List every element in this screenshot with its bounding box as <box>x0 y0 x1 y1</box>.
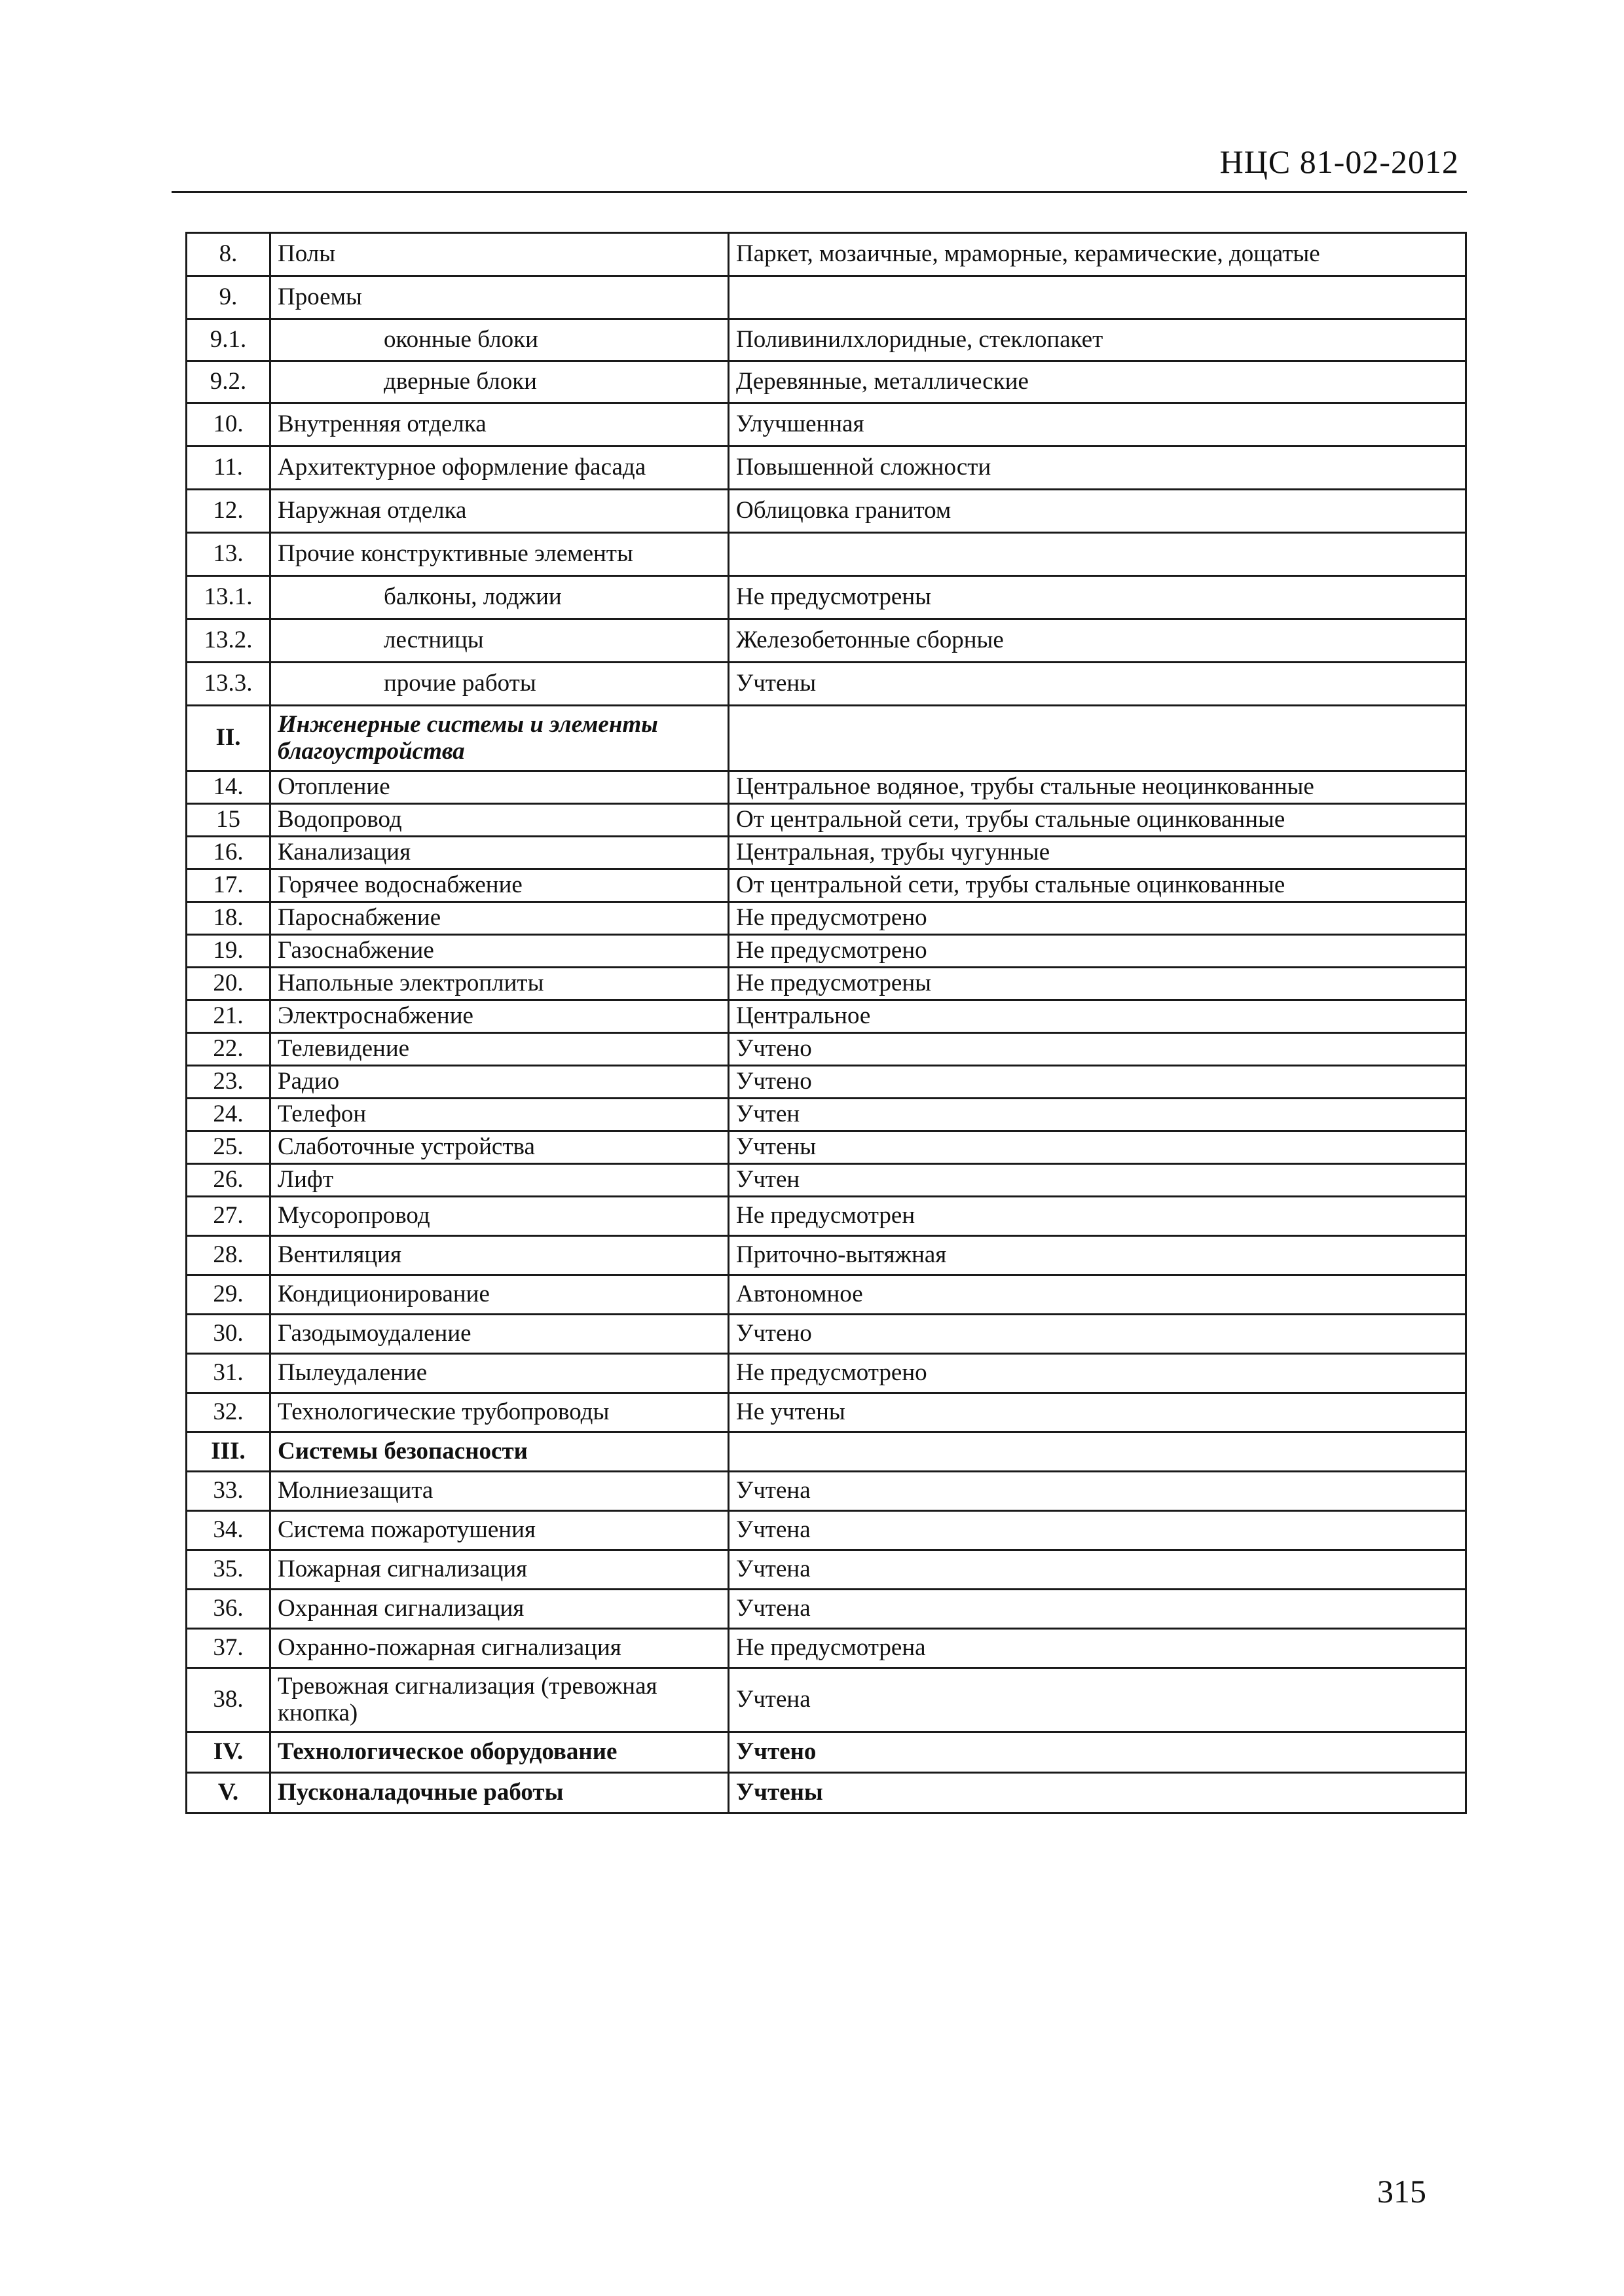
table-row <box>187 619 1466 663</box>
element-name: Тревожная сигнализация (тревожная кнопка) <box>270 1668 729 1732</box>
table-row <box>187 446 1466 490</box>
row-number: 16. <box>187 837 270 869</box>
table-row <box>187 533 1466 576</box>
row-number: 10. <box>187 403 270 446</box>
element-description: Деревянные, металлические <box>729 361 1466 403</box>
element-name: Охранная сигнализация <box>270 1590 729 1629</box>
row-number: 17. <box>187 869 270 902</box>
element-description: Учтено <box>729 1066 1466 1099</box>
row-number: 9.1. <box>187 319 270 361</box>
table-row <box>187 1197 1466 1236</box>
element-name: Телефон <box>270 1099 729 1131</box>
row-number: 34. <box>187 1511 270 1550</box>
element-name: Охранно-пожарная сигнализация <box>270 1629 729 1668</box>
element-description: Учтено <box>729 1315 1466 1354</box>
element-name: балконы, лоджии <box>270 576 729 619</box>
header-divider <box>172 191 1467 193</box>
element-name: Молниезащита <box>270 1472 729 1511</box>
table-row <box>187 1550 1466 1590</box>
row-number: 13.3. <box>187 663 270 706</box>
element-description: Не предусмотрено <box>729 935 1466 968</box>
row-number: 31. <box>187 1354 270 1393</box>
table-row <box>187 1275 1466 1315</box>
row-number: 36. <box>187 1590 270 1629</box>
element-description: Центральное <box>729 1000 1466 1033</box>
row-number: 13.1. <box>187 576 270 619</box>
table-row <box>187 1131 1466 1164</box>
element-name: Телевидение <box>270 1033 729 1066</box>
element-description <box>729 1432 1466 1472</box>
element-name: Водопровод <box>270 804 729 837</box>
element-description: Не учтены <box>729 1393 1466 1432</box>
element-name: прочие работы <box>270 663 729 706</box>
element-description: Учтено <box>729 1033 1466 1066</box>
element-name: Пусконаладочные работы <box>270 1773 729 1813</box>
element-name: Архитектурное оформление фасада <box>270 446 729 490</box>
table-row <box>187 706 1466 771</box>
table-row <box>187 276 1466 319</box>
element-name: Прочие конструктивные элементы <box>270 533 729 576</box>
element-description: Центральная, трубы чугунные <box>729 837 1466 869</box>
element-name: оконные блоки <box>270 319 729 361</box>
row-number: III. <box>187 1432 270 1472</box>
element-name: Проемы <box>270 276 729 319</box>
table-row <box>187 1393 1466 1432</box>
element-description: Железобетонные сборные <box>729 619 1466 663</box>
element-description: Не предусмотрен <box>729 1197 1466 1236</box>
row-number: 13. <box>187 533 270 576</box>
page-number: 315 <box>1377 2173 1426 2210</box>
element-name: Газодымоудаление <box>270 1315 729 1354</box>
row-number: 35. <box>187 1550 270 1590</box>
table-row <box>187 968 1466 1000</box>
element-name: Пылеудаление <box>270 1354 729 1393</box>
document-code: НЦС 81-02-2012 <box>1219 143 1459 180</box>
element-description: Поливинилхлоридные, стеклопакет <box>729 319 1466 361</box>
row-number: 30. <box>187 1315 270 1354</box>
row-number: 24. <box>187 1099 270 1131</box>
element-description <box>729 276 1466 319</box>
row-number: 29. <box>187 1275 270 1315</box>
row-number: 14. <box>187 771 270 804</box>
element-description: От центральной сети, трубы стальные оцинкованные <box>729 869 1466 902</box>
table-row <box>187 1033 1466 1066</box>
element-name: Технологическое оборудование <box>270 1732 729 1773</box>
row-number: 22. <box>187 1033 270 1066</box>
element-description: Учтена <box>729 1550 1466 1590</box>
element-description: Учтены <box>729 1773 1466 1813</box>
element-description: Учтена <box>729 1472 1466 1511</box>
element-description: Улучшенная <box>729 403 1466 446</box>
table-row <box>187 576 1466 619</box>
element-name: Горячее водоснабжение <box>270 869 729 902</box>
table-row <box>187 1472 1466 1511</box>
element-name: Система пожаротушения <box>270 1511 729 1550</box>
element-name: Технологические трубопроводы <box>270 1393 729 1432</box>
row-number: 9. <box>187 276 270 319</box>
table-row <box>187 1668 1466 1732</box>
element-description: Автономное <box>729 1275 1466 1315</box>
element-name: Вентиляция <box>270 1236 729 1275</box>
element-description <box>729 533 1466 576</box>
element-name: Газоснабжение <box>270 935 729 968</box>
table-row <box>187 1099 1466 1131</box>
table-row <box>187 319 1466 361</box>
row-number: IV. <box>187 1732 270 1773</box>
element-description: Не предусмотрено <box>729 902 1466 935</box>
element-name: Внутренняя отделка <box>270 403 729 446</box>
element-name: Отопление <box>270 771 729 804</box>
element-name: Лифт <box>270 1164 729 1197</box>
row-number: 38. <box>187 1668 270 1732</box>
element-name: Канализация <box>270 837 729 869</box>
row-number: 21. <box>187 1000 270 1033</box>
row-number: 32. <box>187 1393 270 1432</box>
row-number: 13.2. <box>187 619 270 663</box>
element-name: дверные блоки <box>270 361 729 403</box>
table-row <box>187 837 1466 869</box>
element-name: Напольные электроплиты <box>270 968 729 1000</box>
element-description: Учтены <box>729 663 1466 706</box>
table-row <box>187 403 1466 446</box>
table-row <box>187 1773 1466 1813</box>
element-name: Слаботочные устройства <box>270 1131 729 1164</box>
table-row <box>187 902 1466 935</box>
row-number: 9.2. <box>187 361 270 403</box>
element-description: Центральное водяное, трубы стальные неоцинкованные <box>729 771 1466 804</box>
element-description: Учтены <box>729 1131 1466 1164</box>
element-description: Учтена <box>729 1668 1466 1732</box>
element-name: Мусоропровод <box>270 1197 729 1236</box>
element-description: Учтено <box>729 1732 1466 1773</box>
element-description: Приточно-вытяжная <box>729 1236 1466 1275</box>
element-description: Паркет, мозаичные, мраморные, керамические, дощатые <box>729 233 1466 276</box>
element-name: Радио <box>270 1066 729 1099</box>
element-description: Не предусмотрено <box>729 1354 1466 1393</box>
element-name: Пароснабжение <box>270 902 729 935</box>
row-number: 8. <box>187 233 270 276</box>
row-number: 26. <box>187 1164 270 1197</box>
table-row <box>187 804 1466 837</box>
row-number: II. <box>187 706 270 771</box>
table-row <box>187 1629 1466 1668</box>
table-row <box>187 1236 1466 1275</box>
element-description <box>729 706 1466 771</box>
element-description: Облицовка гранитом <box>729 490 1466 533</box>
row-number: 33. <box>187 1472 270 1511</box>
table-row <box>187 1732 1466 1773</box>
specification-table <box>185 232 1467 1814</box>
row-number: 18. <box>187 902 270 935</box>
table-row <box>187 1066 1466 1099</box>
table-row <box>187 361 1466 403</box>
element-description: Учтен <box>729 1099 1466 1131</box>
row-number: 25. <box>187 1131 270 1164</box>
table-row <box>187 1000 1466 1033</box>
table-row <box>187 869 1466 902</box>
row-number: 15 <box>187 804 270 837</box>
specification-table-body <box>187 233 1466 1813</box>
table-row <box>187 935 1466 968</box>
table-row <box>187 1432 1466 1472</box>
row-number: V. <box>187 1773 270 1813</box>
element-description: Учтена <box>729 1511 1466 1550</box>
table-row <box>187 1354 1466 1393</box>
element-name: лестницы <box>270 619 729 663</box>
row-number: 28. <box>187 1236 270 1275</box>
element-name: Электроснабжение <box>270 1000 729 1033</box>
element-description: Не предусмотрена <box>729 1629 1466 1668</box>
table-row <box>187 1164 1466 1197</box>
element-description: Повышенной сложности <box>729 446 1466 490</box>
table-row <box>187 1511 1466 1550</box>
element-name: Кондиционирование <box>270 1275 729 1315</box>
table-row <box>187 771 1466 804</box>
row-number: 12. <box>187 490 270 533</box>
element-description: Не предусмотрены <box>729 576 1466 619</box>
element-name: Наружная отделка <box>270 490 729 533</box>
table-row <box>187 1590 1466 1629</box>
element-name: Пожарная сигнализация <box>270 1550 729 1590</box>
element-description: Учтена <box>729 1590 1466 1629</box>
element-description: Не предусмотрены <box>729 968 1466 1000</box>
table-row <box>187 1315 1466 1354</box>
table-row <box>187 663 1466 706</box>
row-number: 20. <box>187 968 270 1000</box>
row-number: 11. <box>187 446 270 490</box>
row-number: 19. <box>187 935 270 968</box>
row-number: 27. <box>187 1197 270 1236</box>
row-number: 37. <box>187 1629 270 1668</box>
element-description: От центральной сети, трубы стальные оцинкованные <box>729 804 1466 837</box>
table-row <box>187 233 1466 276</box>
element-name: Инженерные системы и элементы благоустройства <box>270 706 729 771</box>
element-name: Системы безопасности <box>270 1432 729 1472</box>
row-number: 23. <box>187 1066 270 1099</box>
element-name: Полы <box>270 233 729 276</box>
table-row <box>187 490 1466 533</box>
element-description: Учтен <box>729 1164 1466 1197</box>
